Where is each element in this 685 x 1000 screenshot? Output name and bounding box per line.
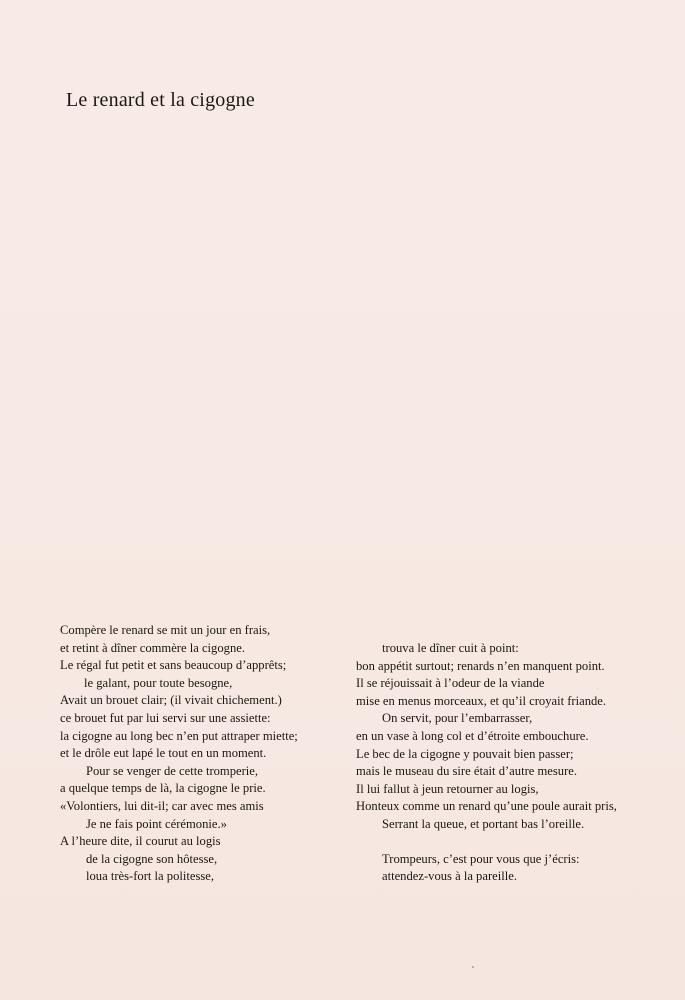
verse-line: mise en menus morceaux, et qu’il croyait friande. [356,693,607,708]
verse-line: Honteux comme un renard qu’une poule aurait pris, [356,799,617,814]
verse-line: ce brouet fut par lui servi sur une assiette: [60,710,271,725]
verse-line: Serrant la queue, et portant bas l’oreille. [382,816,585,831]
verse-line: le galant, pour toute besogne, [84,675,233,690]
verse-line: et retint à dîner commère la cigogne. [60,640,245,655]
verse-line: Il lui fallut à jeun retourner au logis, [356,781,539,796]
verse-line: mais le museau du sire était d’autre mesure. [356,764,578,779]
verse-line: On servit, pour l’embarrasser, [382,711,533,726]
verse-line: bon appétit surtout; renards n’en manquent point. [356,658,605,673]
poem-right-column [356,640,617,886]
verse-line: Je ne fais point cérémonie.» [86,816,227,831]
verse-line: Avait un brouet clair; (il vivait chichement.) [60,693,282,708]
verse-line: Le bec de la cigogne y pouvait bien passer; [356,746,574,761]
verse-line: Compère le renard se mit un jour en frais, [60,623,271,637]
verse-line: «Volontiers, lui dit-il; car avec mes amis [60,798,264,813]
moral-line: Trompeurs, c’est pour vous que j’écris: [382,851,580,866]
verse-line: en un vase à long col et d’étroite embouchure. [356,728,589,743]
verse-line: Il se réjouissait à l’odeur de la viande [356,676,545,691]
paper-speck [472,966,474,968]
verse-line: de la cigogne son hôtesse, [86,851,218,866]
poem-left-column [60,622,298,886]
verse-line: loua très-fort la politesse, [86,869,214,884]
verse-line: A l’heure dite, il courut au logis [60,834,221,849]
moral-line: attendez-vous à la pareille. [382,869,517,884]
page-title: Le renard et la cigogne [66,89,255,111]
verse-line: Le régal fut petit et sans beaucoup d’apprêts; [60,658,287,673]
verse-line: a quelque temps de là, la cigogne le prie. [60,781,266,796]
stanza-gap [356,834,617,851]
verse-line: et le drôle eut lapé le tout en un moment. [60,746,267,761]
verse-line: Pour se venger de cette tromperie, [86,763,259,778]
paper-speck [597,688,598,689]
verse-line: la cigogne au long bec n’en put attraper miette; [60,728,298,743]
verse-line: trouva le dîner cuit à point: [382,641,519,655]
